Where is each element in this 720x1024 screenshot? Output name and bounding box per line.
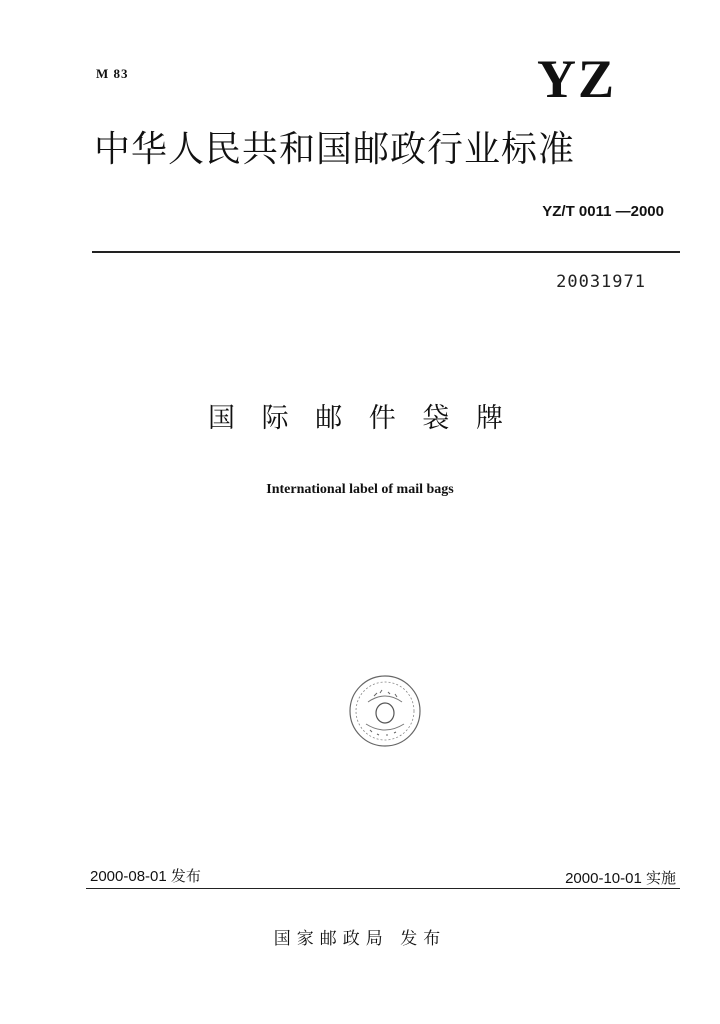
header-divider (92, 251, 680, 253)
implementation-date: 2000-10-01 实施 (565, 870, 676, 887)
classification-code: M 83 (96, 66, 129, 81)
issue-date: 2000-08-01 发布 (90, 868, 201, 885)
document-title-english: International label of mail bags (266, 482, 454, 497)
footer-divider (86, 888, 680, 889)
document-title-chinese: 国 际 邮 件 袋 牌 (208, 403, 512, 434)
library-seal-icon (346, 672, 424, 750)
standard-category-heading: 中华人民共和国邮政行业标准 (94, 129, 576, 170)
publisher-line: 国家邮政局 发布 (273, 929, 447, 949)
standard-code-mark: YZ (536, 49, 616, 109)
standard-number: YZ/T 0011 —2000 (542, 203, 664, 220)
stamped-serial-number: 20031971 (556, 272, 646, 292)
